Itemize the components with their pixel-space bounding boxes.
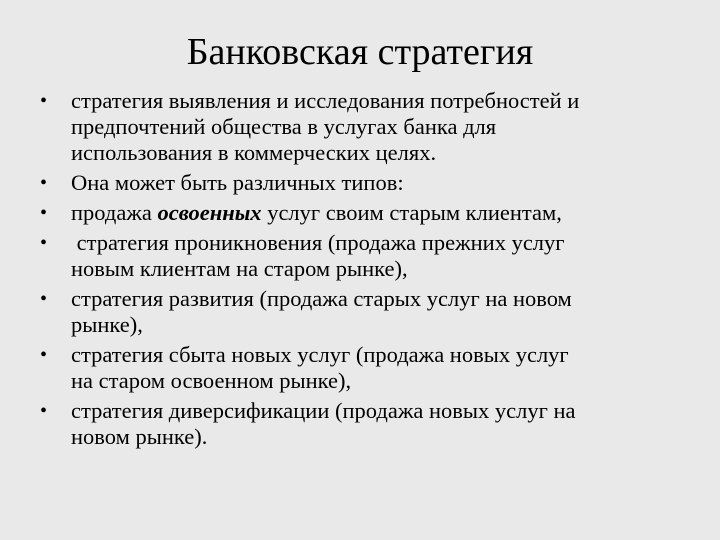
bullet-icon: • (40, 400, 48, 422)
bullet-icon: • (40, 172, 48, 194)
bullet-3-emphasis: освоенных (157, 200, 262, 225)
bullet-2-line-1: Она может быть различных типов: (71, 170, 404, 195)
bullet-icon: • (40, 232, 48, 254)
bullet-item-2 (40, 170, 690, 196)
bullet-icon: • (40, 288, 48, 310)
bullet-3-text-before: продажа (71, 200, 158, 225)
bullet-7-line-2: новом рынке). (71, 424, 208, 449)
bullet-icon: • (40, 344, 48, 366)
bullet-item-3 (40, 200, 690, 226)
bullet-4-line-2: новым клиентам на старом рынке), (71, 256, 408, 281)
slide-title: Банковская стратегия (186, 31, 534, 73)
bullet-item-6 (40, 342, 690, 394)
bullet-7-line-1: стратегия диверсификации (продажа новых услуг на (71, 398, 576, 423)
bullet-3-line-1 (71, 200, 690, 226)
bullet-1-line-3: использования в коммерческих целях. (71, 140, 437, 165)
bullet-item-1 (40, 88, 690, 166)
bullet-6-line-2: на старом освоенном рынке), (71, 368, 352, 393)
bullet-icon: • (40, 90, 48, 112)
bullet-5-line-2: рынке), (71, 312, 143, 337)
bullet-5-line-1: стратегия развития (продажа старых услуг на новом (71, 286, 572, 311)
bullet-4-line-1: стратегия проникновения (продажа прежних услуг (71, 230, 565, 255)
bullet-1-line-1: стратегия выявления и исследования потребностей и (71, 88, 580, 113)
bullet-6-line-1: стратегия сбыта новых услуг (продажа новых услуг (71, 342, 569, 367)
bullet-item-5 (40, 286, 690, 338)
bullet-icon: • (40, 202, 48, 224)
bullet-3-text-after: услуг своим старым клиентам, (261, 200, 562, 225)
bullet-item-7 (40, 398, 690, 450)
bullet-1-line-2: предпочтений общества в услугах банка для (71, 114, 497, 139)
bullet-item-4 (40, 230, 690, 282)
bullet-list (40, 88, 690, 454)
